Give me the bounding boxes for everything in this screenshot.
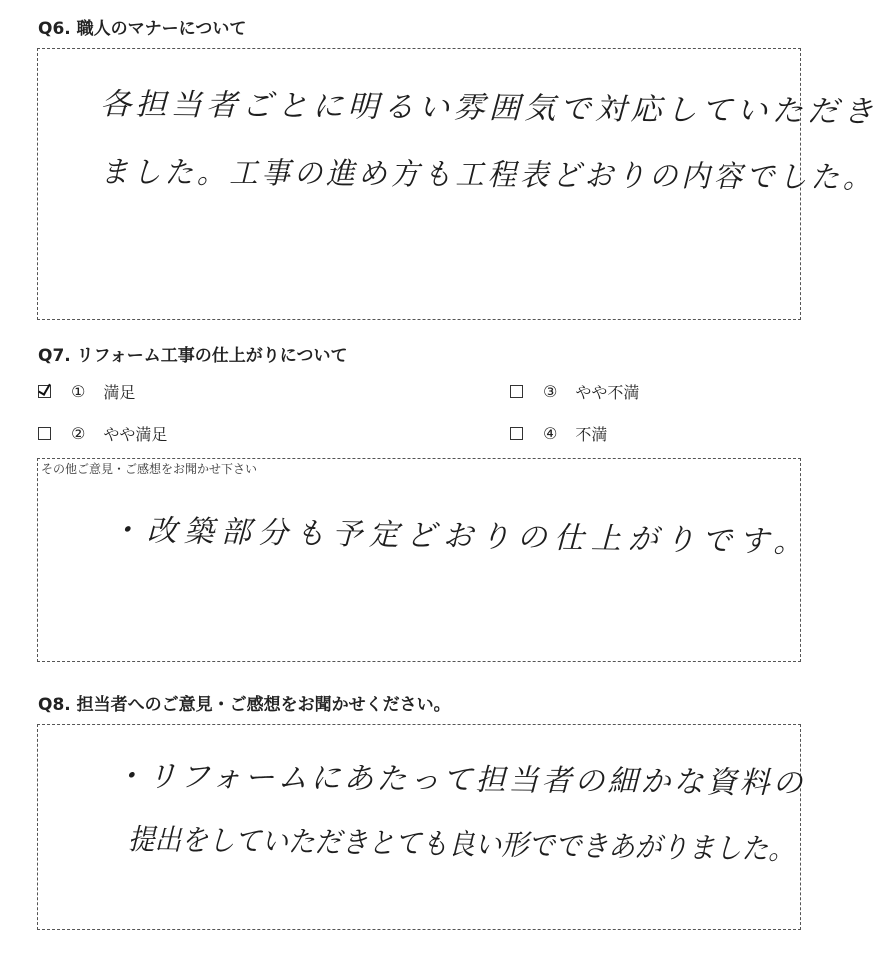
q7-option-somewhat-satisfied[interactable] <box>38 422 167 445</box>
q7-option-label: 不満 <box>575 425 608 444</box>
q7-comment-label: その他ご意見・ご感想をお聞かせ下さい <box>41 462 258 476</box>
q7-heading: Q7. リフォーム工事の仕上がりについて <box>38 346 348 366</box>
q7-option-number: ④ <box>543 424 558 443</box>
checkbox-icon[interactable] <box>38 427 51 440</box>
checkbox-icon[interactable] <box>510 385 523 398</box>
q6-answer-box <box>37 48 879 320</box>
q6-answer-line-2: ました。工事の進め方も工程表どおりの内容でした。 <box>99 155 876 196</box>
q8-answer-line-1: ・リフォームにあたって担当者の細かな資料の <box>113 759 806 802</box>
q7-option-dissatisfied[interactable] <box>510 422 607 445</box>
q7-option-number: ① <box>71 382 86 401</box>
q7-option-number: ③ <box>543 382 558 401</box>
q8-heading: Q8. 担当者へのご意見・ご感想をお聞かせください。 <box>38 695 451 715</box>
q6-heading: Q6. 職人のマナーについて <box>38 19 247 39</box>
q8-answer-box <box>37 724 806 930</box>
checkbox-icon[interactable] <box>510 427 523 440</box>
q6-answer-line-1: 各担当者ごとに明るい雰囲気で対応していただき <box>99 87 879 130</box>
q7-option-label: やや不満 <box>575 383 640 402</box>
q7-option-number: ② <box>71 424 86 443</box>
q7-comment-box <box>37 458 811 662</box>
q7-answer-line-1: ・改築部分も予定どおりの仕上がりです。 <box>109 513 811 561</box>
q7-option-somewhat-dissatisfied[interactable] <box>510 380 639 403</box>
q7-option-satisfied[interactable] <box>38 380 135 403</box>
q8-answer-line-2: 提出をしていただきとても良い形でできあがりました。 <box>127 822 796 867</box>
q7-option-label: 満足 <box>103 383 136 402</box>
q7-option-label: やや満足 <box>103 425 168 444</box>
checkbox-checked-icon[interactable] <box>38 385 51 398</box>
